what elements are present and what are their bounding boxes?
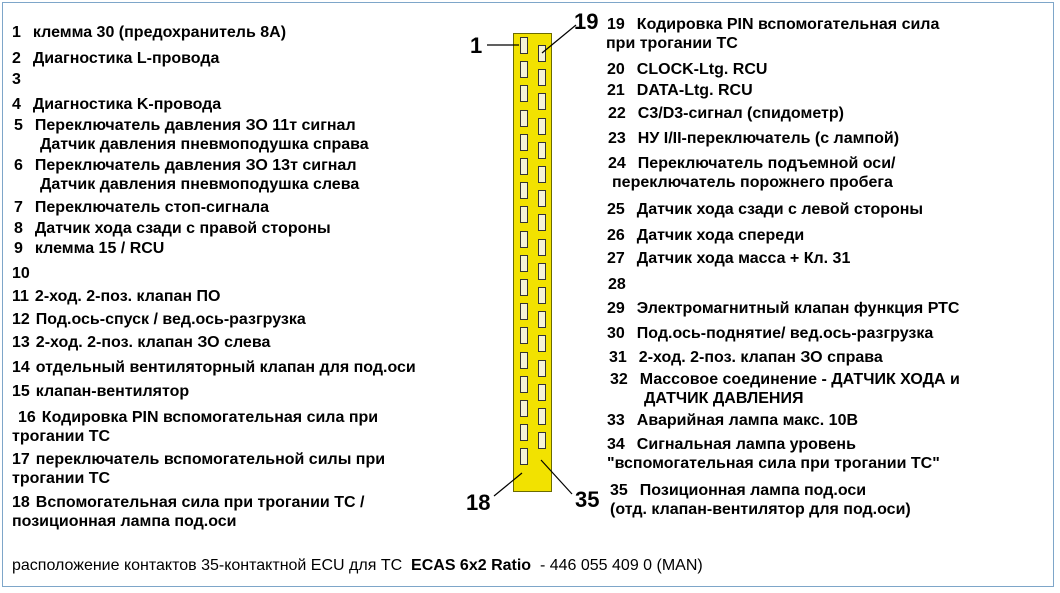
callout-pin-18: 18 bbox=[466, 490, 491, 515]
pin-number: 10 bbox=[12, 265, 30, 282]
pin-label: Датчик хода спереди bbox=[636, 227, 805, 244]
callout-pin-35: 35 bbox=[575, 487, 600, 512]
pin-label-line2: Датчик давления пневмоподушка слева bbox=[40, 176, 360, 193]
pin-number: 24 bbox=[608, 155, 626, 172]
pin-label: 2-ход. 2-поз. клапан ЗО слева bbox=[35, 334, 271, 351]
pin-label: Под.ось-спуск / вед.ось-разгрузка bbox=[35, 311, 306, 328]
pin-number: 25 bbox=[607, 201, 625, 218]
callout-line-19 bbox=[542, 25, 576, 53]
pin-label: Переключатель стоп-сигнала bbox=[34, 199, 270, 216]
pin-number: 18 bbox=[12, 494, 30, 511]
pin-number: 11 bbox=[12, 288, 29, 305]
pin-label: клемма 15 / RCU bbox=[34, 240, 165, 257]
callout-line-18 bbox=[494, 473, 522, 496]
pin-label: 2-ход. 2-поз. клапан ЗО справа bbox=[638, 349, 883, 366]
pin-label-line2: ДАТЧИК ДАВЛЕНИЯ bbox=[644, 390, 804, 407]
pin-label: Аварийная лампа макс. 10В bbox=[636, 412, 859, 429]
pin-number: 1 bbox=[12, 24, 21, 41]
pin-label: Сигнальная лампа уровень bbox=[636, 436, 856, 453]
pin-number: 14 bbox=[12, 359, 30, 376]
pin-label: Массовое соединение - ДАТЧИК ХОДА и bbox=[639, 371, 960, 388]
pin-label: НУ I/II-переключатель (с лампой) bbox=[637, 130, 900, 147]
pin-number: 7 bbox=[14, 199, 23, 216]
pin-label-line2: переключатель порожнего пробега bbox=[612, 174, 893, 191]
pin-number: 32 bbox=[610, 371, 628, 388]
pin-label-line2: трогании ТС bbox=[12, 428, 111, 445]
pin-label: Диагностика L-провода bbox=[32, 50, 220, 67]
pin-label-line2: при трогании ТС bbox=[606, 35, 738, 52]
pin-number: 4 bbox=[12, 96, 21, 113]
pin-number: 16 bbox=[18, 409, 36, 426]
pin-label-line2: трогании ТС bbox=[12, 470, 111, 487]
pin-number: 35 bbox=[610, 482, 628, 499]
callout-pin-19: 19 bbox=[574, 9, 599, 34]
caption-prefix: расположение контактов 35-контактной ECU для ТС bbox=[12, 557, 403, 574]
pin-label: Кодировка PIN вспомогательная сила при bbox=[41, 409, 379, 426]
callout-line-35 bbox=[541, 460, 572, 494]
pin-number: 9 bbox=[14, 240, 23, 257]
pin-label: Датчик хода масса + Кл. 31 bbox=[636, 250, 851, 267]
pin-label: Переключатель давления ЗО 11т сигнал bbox=[34, 117, 356, 134]
pin-number: 26 bbox=[607, 227, 625, 244]
pin-label-line2: Датчик давления пневмоподушка справа bbox=[40, 136, 369, 153]
pin-number: 5 bbox=[14, 117, 23, 134]
pin-number: 17 bbox=[12, 451, 30, 468]
pin-number: 23 bbox=[608, 130, 626, 147]
pin-label: Кодировка PIN вспомогательная сила bbox=[636, 16, 940, 33]
pin-number: 6 bbox=[14, 157, 23, 174]
pin-label: C3/D3-сигнал (спидометр) bbox=[637, 105, 844, 122]
pin-number: 29 bbox=[607, 300, 625, 317]
diagram-caption bbox=[12, 556, 703, 575]
pin-label: Под.ось-поднятие/ вед.ось-разгрузка bbox=[636, 325, 934, 342]
caption-suffix: - 446 055 409 0 (MAN) bbox=[539, 557, 703, 574]
caption-model: ECAS 6x2 Ratio bbox=[411, 557, 532, 574]
pin-number: 27 bbox=[607, 250, 625, 267]
callout-pin-1: 1 bbox=[470, 33, 483, 58]
pin-number: 19 bbox=[607, 16, 625, 33]
pin-number: 15 bbox=[12, 383, 30, 400]
pin-number: 34 bbox=[607, 436, 625, 453]
pin-label: Вспомогательная сила при трогании ТС / bbox=[35, 494, 365, 511]
pin-number: 33 bbox=[607, 412, 625, 429]
pin-number: 28 bbox=[608, 276, 626, 293]
pin-label-line2: "вспомогательная сила при трогании ТС" bbox=[607, 455, 940, 472]
pin-number: 21 bbox=[607, 82, 625, 99]
pin-label: Электромагнитный клапан функция РТС bbox=[636, 300, 960, 317]
pin-number: 22 bbox=[608, 105, 626, 122]
pin-label: Датчик хода сзади с левой стороны bbox=[636, 201, 924, 218]
pin-label-line2: (отд. клапан-вентилятор для под.оси) bbox=[610, 501, 911, 518]
pin-label: Датчик хода сзади с правой стороны bbox=[34, 220, 331, 237]
pin-number: 13 bbox=[12, 334, 30, 351]
pin-label: Переключатель подъемной оси/ bbox=[637, 155, 896, 172]
pin-label: отдельный вентиляторный клапан для под.оси bbox=[35, 359, 416, 376]
pin-label: переключатель вспомогательной силы при bbox=[35, 451, 386, 468]
pin-number: 2 bbox=[12, 50, 21, 67]
pin-label: CLOCK-Ltg. RCU bbox=[636, 61, 768, 78]
pin-number: 20 bbox=[607, 61, 625, 78]
pin-label: 2-ход. 2-поз. клапан ПО bbox=[34, 288, 221, 305]
pin-number: 3 bbox=[12, 71, 21, 88]
pin-label: DATA-Ltg. RCU bbox=[636, 82, 753, 99]
pin-number: 31 bbox=[609, 349, 627, 366]
pin-number: 12 bbox=[12, 311, 30, 328]
pin-number: 8 bbox=[14, 220, 23, 237]
pin-number: 30 bbox=[607, 325, 625, 342]
pin-label: клапан-вентилятор bbox=[35, 383, 190, 400]
pin-label: Переключатель давления ЗО 13т сигнал bbox=[34, 157, 357, 174]
pin-label: Позиционная лампа под.оси bbox=[639, 482, 867, 499]
pin-label-line2: позиционная лампа под.оси bbox=[12, 513, 237, 530]
pin-label: Диагностика K-провода bbox=[32, 96, 222, 113]
pin-label: клемма 30 (предохранитель 8А) bbox=[32, 24, 287, 41]
